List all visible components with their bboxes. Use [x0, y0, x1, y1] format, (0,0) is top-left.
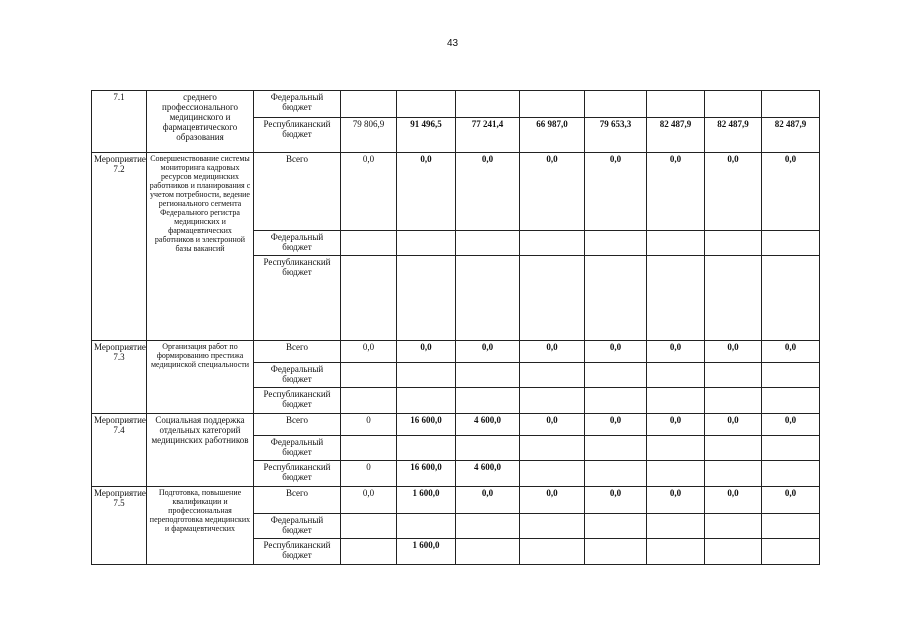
value-cell	[341, 256, 397, 341]
value-cell	[762, 363, 820, 388]
value-cell	[341, 539, 397, 565]
value-cell: 0,0	[705, 153, 762, 231]
funding-source: Федеральный бюджет	[254, 91, 341, 118]
value-cell	[647, 363, 705, 388]
value-cell: 0,0	[585, 414, 647, 436]
value-cell	[341, 514, 397, 539]
measure-id: Мероприятие 7.4	[92, 414, 147, 487]
value-cell: 82 487,9	[647, 118, 705, 153]
value-cell: 66 987,0	[520, 118, 585, 153]
value-cell	[585, 539, 647, 565]
value-cell	[397, 91, 456, 118]
value-cell: 0,0	[585, 487, 647, 514]
value-cell: 0,0	[397, 153, 456, 231]
value-cell	[456, 256, 520, 341]
funding-source: Всего	[254, 414, 341, 436]
funding-source: Республиканский бюджет	[254, 539, 341, 565]
value-cell: 0,0	[705, 487, 762, 514]
funding-source: Всего	[254, 153, 341, 231]
value-cell	[520, 388, 585, 414]
value-cell	[705, 539, 762, 565]
value-cell	[705, 514, 762, 539]
value-cell	[520, 91, 585, 118]
value-cell	[456, 539, 520, 565]
value-cell	[705, 436, 762, 461]
value-cell: 0,0	[520, 414, 585, 436]
funding-source: Всего	[254, 341, 341, 363]
value-cell: 0,0	[762, 153, 820, 231]
value-cell: 0,0	[585, 341, 647, 363]
value-cell	[397, 436, 456, 461]
value-cell: 0,0	[397, 341, 456, 363]
measure-name: Подготовка, повышение квалификации и профессиональная переподготовка медицинских и фармацевтических	[147, 487, 254, 565]
measure-id: 7.1	[92, 91, 147, 153]
value-cell	[762, 461, 820, 487]
value-cell	[647, 539, 705, 565]
value-cell: 16 600,0	[397, 414, 456, 436]
budget-table	[91, 90, 820, 565]
funding-source: Федеральный бюджет	[254, 436, 341, 461]
value-cell	[705, 91, 762, 118]
value-cell	[456, 514, 520, 539]
value-cell	[762, 436, 820, 461]
value-cell: 0,0	[647, 487, 705, 514]
value-cell	[762, 91, 820, 118]
value-cell	[705, 388, 762, 414]
value-cell	[705, 256, 762, 341]
measure-id: Мероприятие 7.5	[92, 487, 147, 565]
table-row	[92, 487, 820, 514]
value-cell	[341, 388, 397, 414]
value-cell	[585, 388, 647, 414]
value-cell	[647, 231, 705, 256]
value-cell: 0,0	[520, 341, 585, 363]
value-cell: 82 487,9	[705, 118, 762, 153]
value-cell	[397, 231, 456, 256]
value-cell	[397, 514, 456, 539]
value-cell: 0,0	[647, 414, 705, 436]
value-cell	[341, 231, 397, 256]
value-cell	[705, 231, 762, 256]
value-cell	[520, 363, 585, 388]
value-cell: 1 600,0	[397, 487, 456, 514]
value-cell	[397, 256, 456, 341]
measure-name: среднего профессионального медицинского и фармацевтического образования	[147, 91, 254, 153]
value-cell: 82 487,9	[762, 118, 820, 153]
value-cell	[456, 363, 520, 388]
value-cell	[585, 363, 647, 388]
value-cell	[705, 363, 762, 388]
value-cell: 0,0	[341, 341, 397, 363]
value-cell: 0,0	[762, 487, 820, 514]
value-cell: 0	[341, 461, 397, 487]
value-cell	[585, 436, 647, 461]
value-cell	[397, 363, 456, 388]
value-cell: 0,0	[705, 414, 762, 436]
value-cell	[647, 256, 705, 341]
value-cell: 79 653,3	[585, 118, 647, 153]
value-cell: 4 600,0	[456, 414, 520, 436]
value-cell: 0,0	[456, 487, 520, 514]
table-row	[92, 341, 820, 363]
funding-source: Федеральный бюджет	[254, 231, 341, 256]
value-cell	[762, 539, 820, 565]
value-cell: 16 600,0	[397, 461, 456, 487]
value-cell: 0,0	[520, 153, 585, 231]
value-cell	[647, 514, 705, 539]
funding-source: Республиканский бюджет	[254, 256, 341, 341]
value-cell	[341, 363, 397, 388]
value-cell	[585, 256, 647, 341]
funding-source: Федеральный бюджет	[254, 514, 341, 539]
measure-name: Социальная поддержка отдельных категорий медицинских работников	[147, 414, 254, 487]
funding-source: Республиканский бюджет	[254, 461, 341, 487]
value-cell	[585, 514, 647, 539]
value-cell	[520, 461, 585, 487]
value-cell: 0,0	[341, 487, 397, 514]
funding-source: Федеральный бюджет	[254, 363, 341, 388]
value-cell	[341, 436, 397, 461]
table-row	[92, 414, 820, 436]
value-cell	[647, 436, 705, 461]
measure-id: Мероприятие 7.2	[92, 153, 147, 341]
value-cell	[520, 256, 585, 341]
value-cell	[762, 256, 820, 341]
value-cell	[520, 514, 585, 539]
value-cell	[762, 514, 820, 539]
value-cell	[647, 461, 705, 487]
value-cell: 0,0	[647, 341, 705, 363]
value-cell	[520, 436, 585, 461]
value-cell: 77 241,4	[456, 118, 520, 153]
funding-source: Всего	[254, 487, 341, 514]
value-cell: 0,0	[456, 341, 520, 363]
measure-name: Совершенствование системы мониторинга кадровых ресурсов медицинских работников и планирования с учетом потребности, ведение регионального сегмента Федерального регистра медицинских и фармацевтических работников и электронной базы вакансий	[147, 153, 254, 341]
value-cell: 0,0	[762, 341, 820, 363]
value-cell	[585, 461, 647, 487]
table-row	[92, 91, 820, 118]
value-cell: 0,0	[456, 153, 520, 231]
value-cell	[397, 388, 456, 414]
value-cell: 0,0	[341, 153, 397, 231]
value-cell	[456, 231, 520, 256]
value-cell	[456, 91, 520, 118]
table-body	[92, 91, 820, 565]
value-cell: 91 496,5	[397, 118, 456, 153]
funding-source: Республиканский бюджет	[254, 118, 341, 153]
value-cell: 79 806,9	[341, 118, 397, 153]
value-cell	[520, 231, 585, 256]
value-cell: 0,0	[585, 153, 647, 231]
table-row	[92, 153, 820, 231]
value-cell: 0,0	[762, 414, 820, 436]
value-cell: 0,0	[647, 153, 705, 231]
value-cell	[647, 388, 705, 414]
value-cell	[585, 91, 647, 118]
value-cell: 4 600,0	[456, 461, 520, 487]
value-cell	[456, 436, 520, 461]
value-cell: 0,0	[520, 487, 585, 514]
value-cell: 1 600,0	[397, 539, 456, 565]
page-number: 43	[446, 38, 459, 49]
value-cell: 0,0	[705, 341, 762, 363]
value-cell	[520, 539, 585, 565]
value-cell	[341, 91, 397, 118]
value-cell	[647, 91, 705, 118]
value-cell	[762, 231, 820, 256]
value-cell	[705, 461, 762, 487]
funding-source: Республиканский бюджет	[254, 388, 341, 414]
value-cell: 0	[341, 414, 397, 436]
measure-id: Мероприятие 7.3	[92, 341, 147, 414]
measure-name: Организация работ по формированию престижа медицинской специальности	[147, 341, 254, 414]
value-cell	[762, 388, 820, 414]
value-cell	[585, 231, 647, 256]
value-cell	[456, 388, 520, 414]
